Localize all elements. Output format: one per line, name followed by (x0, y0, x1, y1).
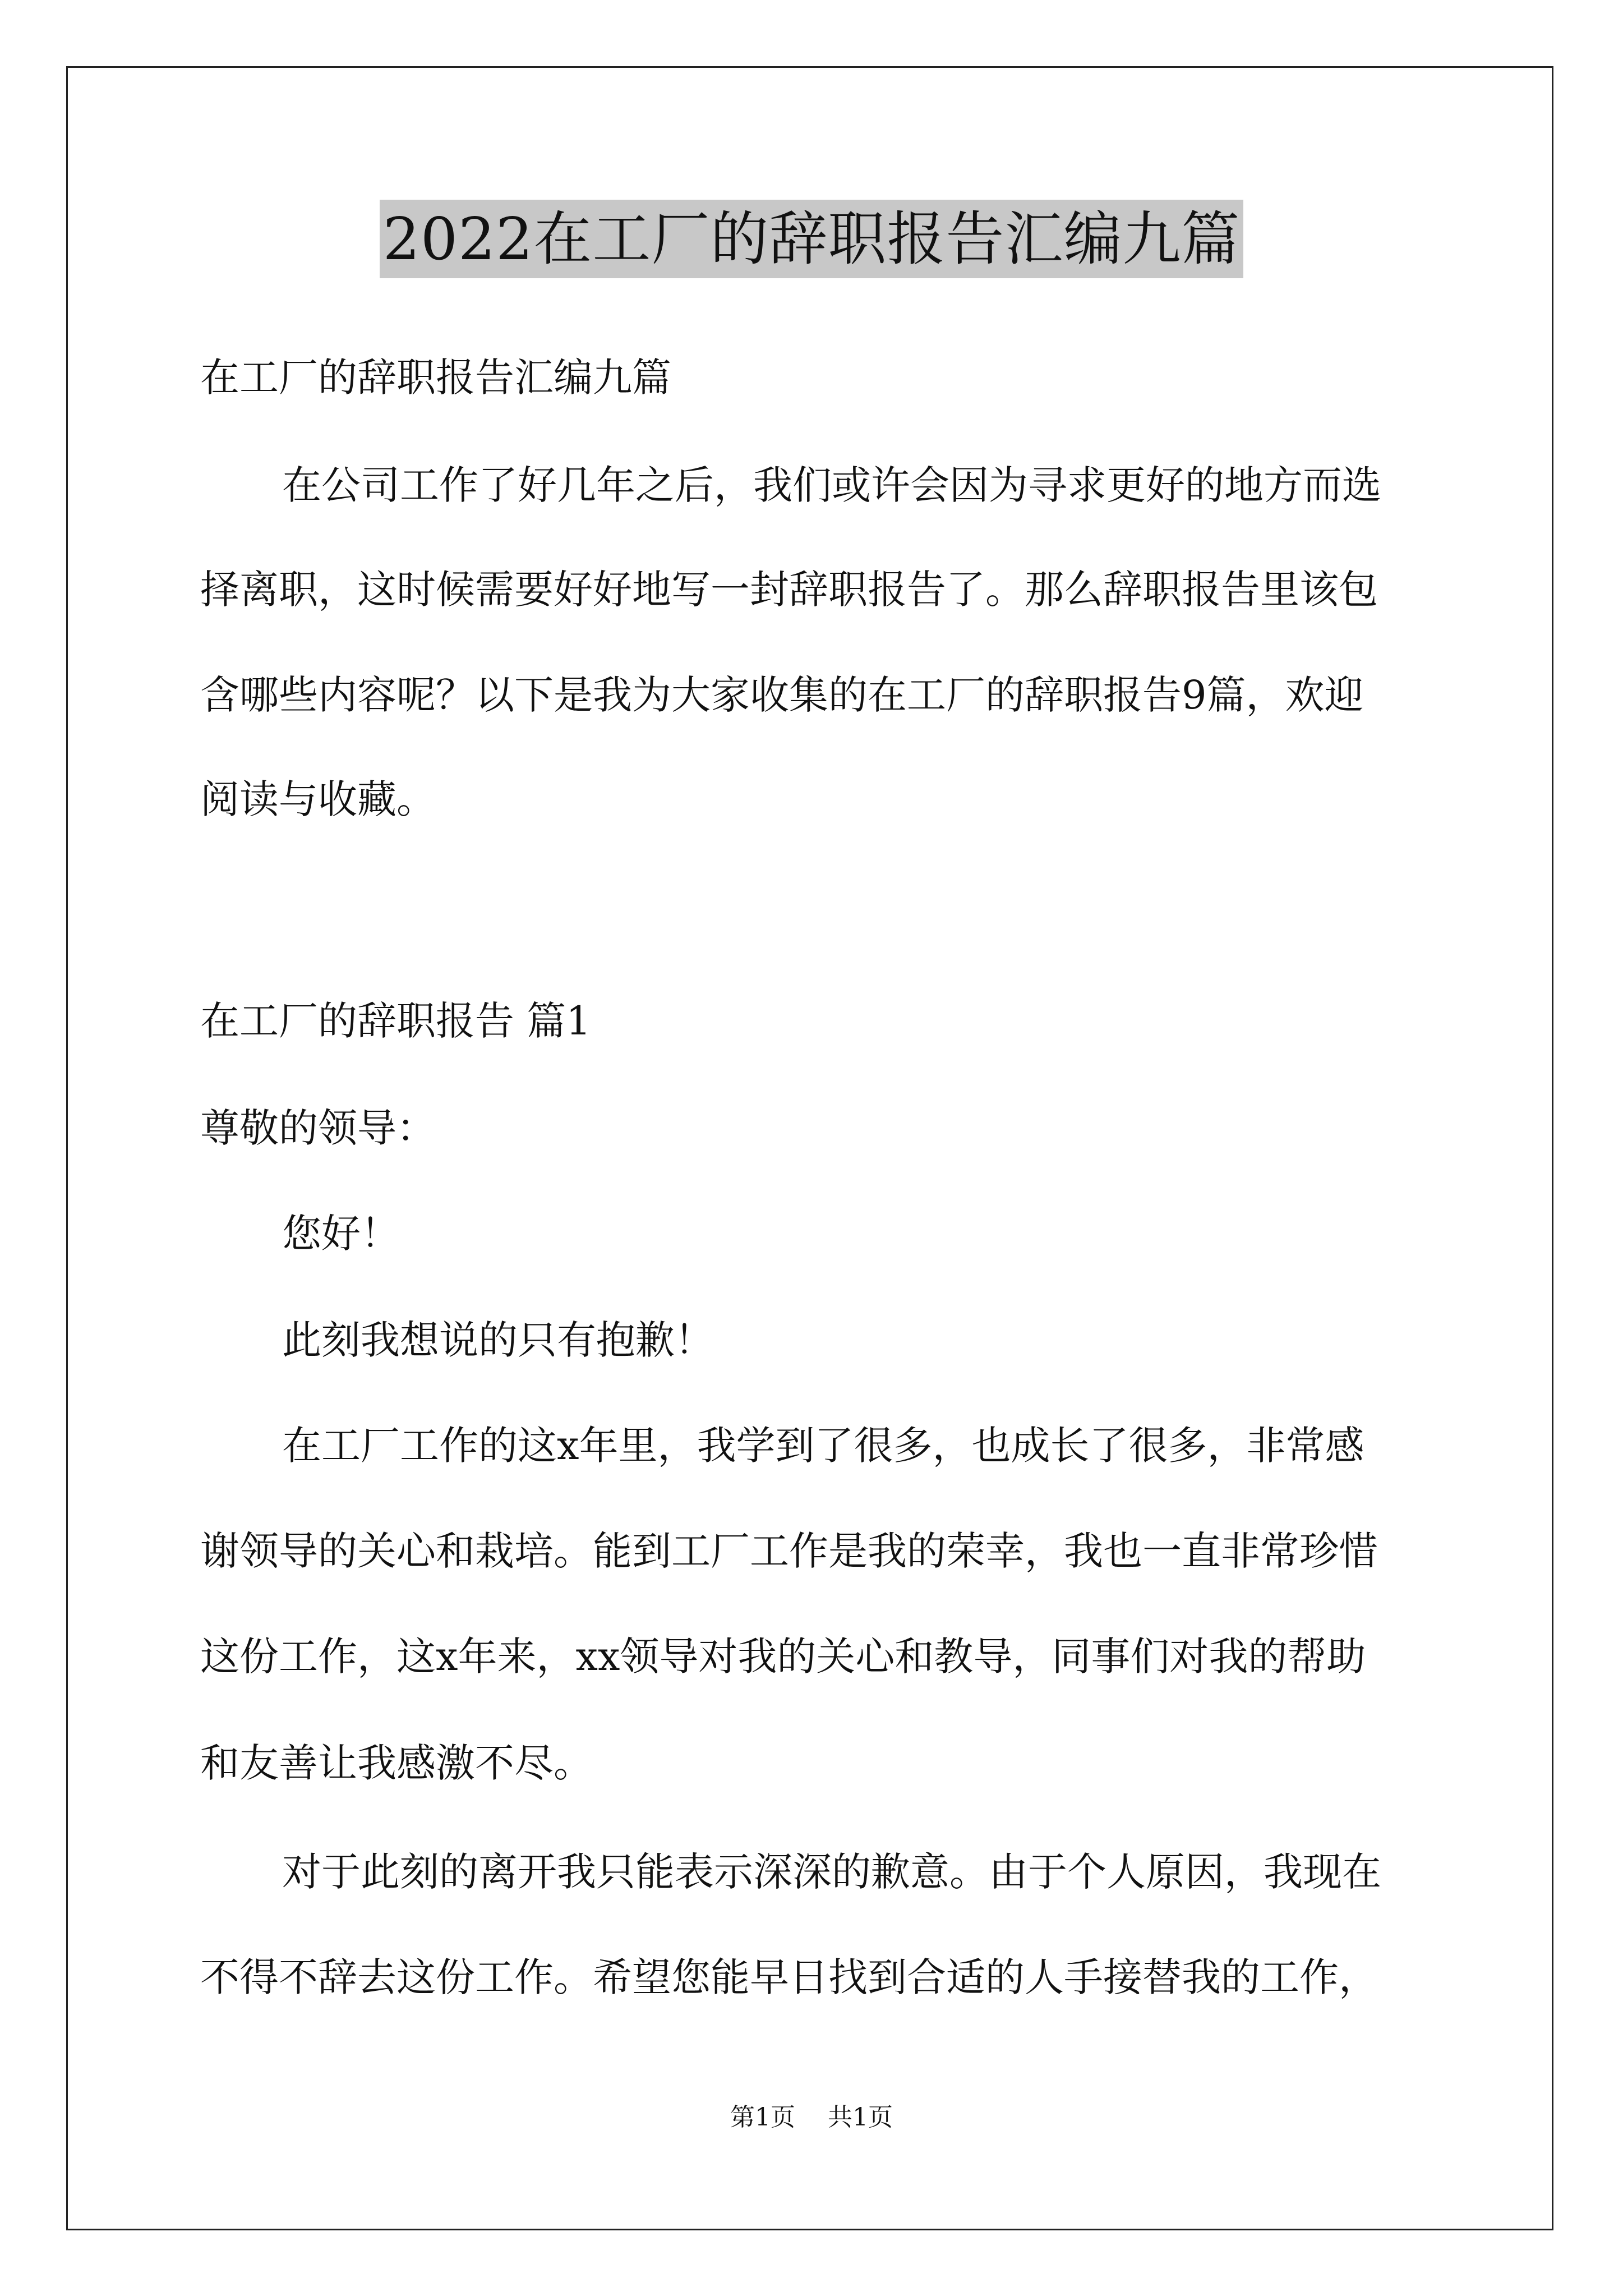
body-line-5: 对于此刻的离开我只能表示深深的歉意。由于个人原因，我现在 (282, 1849, 1381, 1895)
body-line-3: 这份工作，这x年来，xx领导对我的关心和教导，同事们对我的帮助 (200, 1634, 1366, 1680)
page-number-current: 第1页 (730, 2103, 795, 2132)
intro-line-4: 阅读与收藏。 (200, 776, 436, 822)
intro-line-1: 在公司工作了好几年之后，我们或许会因为寻求更好的地方而选 (282, 462, 1381, 508)
body-line-4: 和友善让我感激不尽。 (200, 1740, 593, 1786)
document-title: 2022在工厂的辞职报告汇编九篇 (380, 200, 1244, 278)
body-line-1: 在工厂工作的这x年里，我学到了很多，也成长了很多，非常感 (282, 1423, 1364, 1469)
intro-line-2: 择离职，这时候需要好好地写一封辞职报告了。那么辞职报告里该包 (200, 567, 1378, 613)
section-heading-1: 在工厂的辞职报告 篇1 (200, 998, 591, 1044)
apology-line: 此刻我想说的只有抱歉！ (282, 1317, 714, 1363)
intro-line-3: 含哪些内容呢？以下是我为大家收集的在工厂的辞职报告9篇，欢迎 (200, 672, 1364, 718)
page-footer (0, 2101, 1623, 2134)
greeting: 您好！ (282, 1211, 400, 1257)
page-number-total: 共1页 (828, 2103, 893, 2132)
subtitle-line: 在工厂的辞职报告汇编九篇 (200, 355, 671, 401)
body-line-6: 不得不辞去这份工作。希望您能早日找到合适的人手接替我的工作， (200, 1954, 1378, 2000)
body-line-2: 谢领导的关心和栽培。能到工厂工作是我的荣幸，我也一直非常珍惜 (200, 1528, 1378, 1574)
salutation: 尊敬的领导： (200, 1105, 436, 1151)
title-container (0, 200, 1623, 278)
